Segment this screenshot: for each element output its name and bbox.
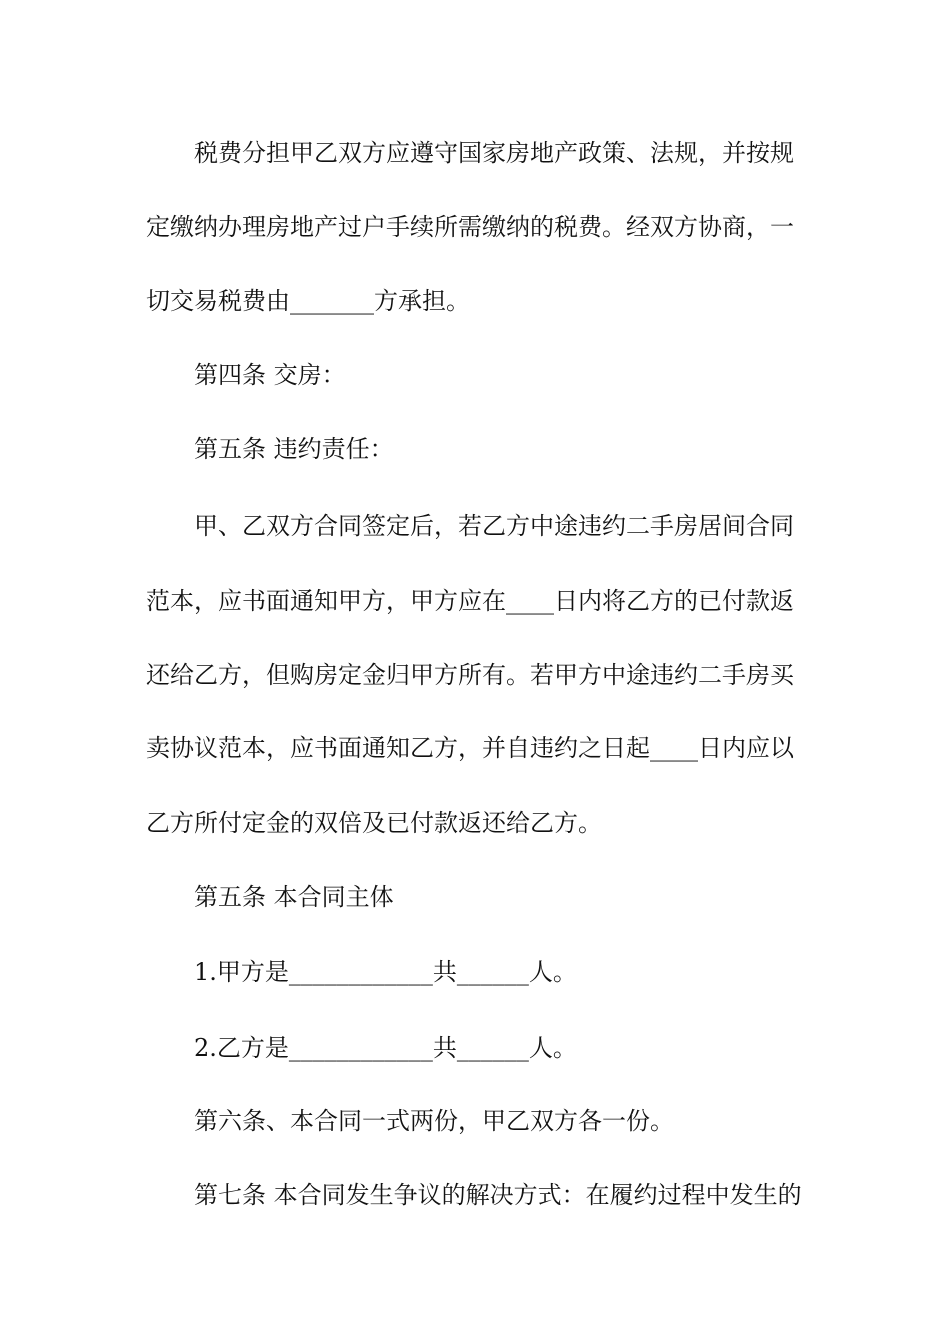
paragraph-breach-line-4: 卖协议范本，应书面通知乙方，并自违约之日起____日内应以 — [146, 734, 794, 762]
paragraph-breach-line-5: 乙方所付定金的双倍及已付款返还给乙方。 — [146, 809, 602, 837]
article-5-parties-heading: 第五条 本合同主体 — [194, 883, 394, 911]
article-7-line: 第七条 本合同发生争议的解决方式：在履约过程中发生的 — [194, 1181, 802, 1209]
article-6-line: 第六条、本合同一式两份，甲乙双方各一份。 — [194, 1107, 674, 1135]
article-5-heading: 第五条 违约责任： — [194, 435, 394, 463]
paragraph-breach-line-1: 甲、乙双方合同签定后，若乙方中途违约二手房居间合同 — [194, 512, 794, 540]
article-4-heading: 第四条 交房： — [194, 361, 346, 389]
paragraph-breach-line-3: 还给乙方，但购房定金归甲方所有。若甲方中途违约二手房买 — [146, 661, 794, 689]
paragraph-tax-line-3: 切交易税费由_______方承担。 — [146, 287, 470, 315]
party-a-line: 1.甲方是____________共______人。 — [194, 958, 577, 986]
paragraph-breach-line-2: 范本，应书面通知甲方，甲方应在____日内将乙方的已付款返 — [146, 587, 794, 615]
paragraph-tax-line-1: 税费分担甲乙双方应遵守国家房地产政策、法规，并按规 — [194, 139, 794, 167]
party-b-line: 2.乙方是____________共______人。 — [194, 1034, 577, 1062]
paragraph-tax-line-2: 定缴纳办理房地产过户手续所需缴纳的税费。经双方协商，一 — [146, 213, 794, 241]
